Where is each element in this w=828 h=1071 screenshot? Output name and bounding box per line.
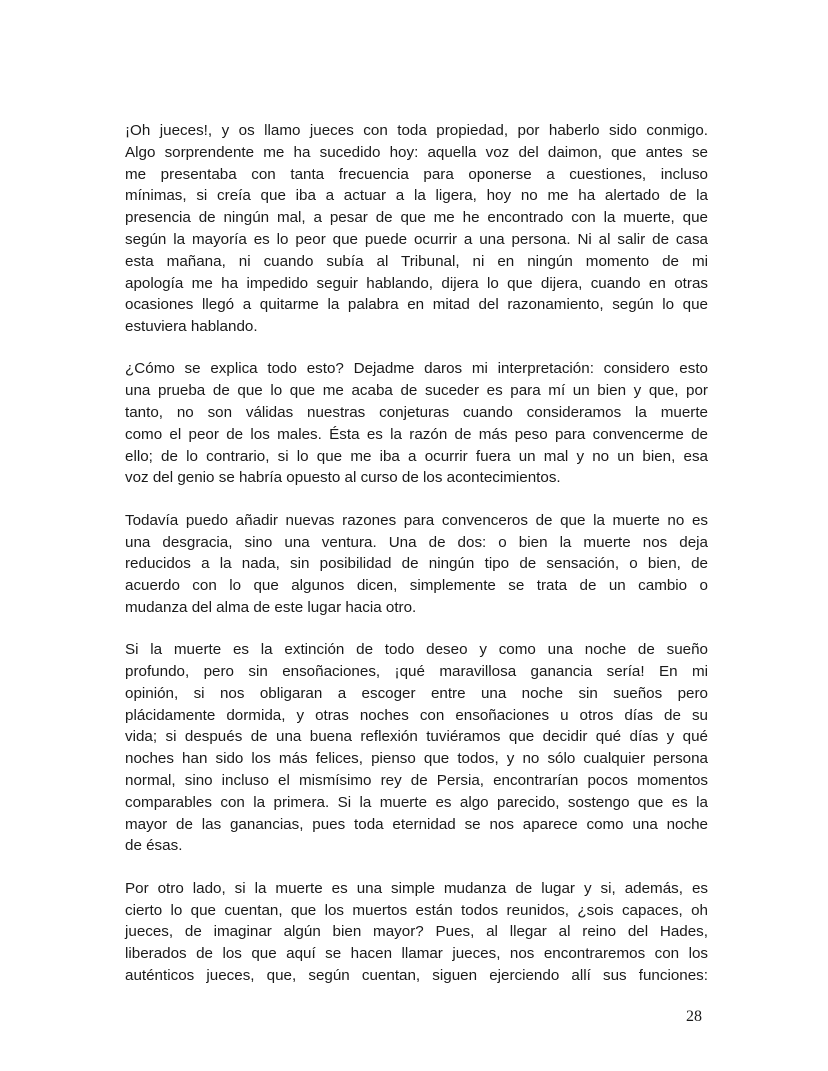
text-line: Por otro lado, si la muerte es una simple mudanza de lugar y si, además, es [125,879,708,897]
text-line: me presentaba con tanta frecuencia para oponerse a cuestiones, incluso [125,165,708,183]
text-line: mudanza del alma de este lugar hacia otro. [125,598,417,616]
text-line: una prueba de que lo que me acaba de suceder es para mí un bien y que, por [125,382,708,400]
text-line: cierto lo que cuentan, que los muertos están todos reunidos, ¿sois capaces, oh [125,901,708,919]
paragraph [125,358,708,489]
paragraph [125,639,708,857]
text-line: mínimas, si creía que iba a actuar a la ligera, hoy no me ha alertado de la [125,187,708,205]
text-line: mayor de las ganancias, pues toda eternidad se nos aparece como una noche [125,815,708,833]
text-line: estuviera hablando. [125,318,258,336]
text-line: ¡Oh jueces!, y os llamo jueces con toda propiedad, por haberlo sido conmigo. [125,122,708,139]
paragraph [125,120,708,338]
text-line: reducidos a la nada, sin posibilidad de ningún tipo de sensación, o bien, de [125,555,708,573]
text-line: noches han sido los más felices, pienso que todos, y no sólo cualquier persona [125,750,708,768]
text-line: una desgracia, sino una ventura. Una de dos: o bien la muerte nos deja [125,533,708,551]
text-line: voz del genio se habría opuesto al curso de los acontecimientos. [125,469,561,487]
text-line: profundo, pero sin ensoñaciones, ¡qué maravillosa ganancia sería! En mi [125,663,708,681]
text-line: Todavía puedo añadir nuevas razones para convenceros de que la muerte no es [125,511,708,529]
text-line: normal, sino incluso el mismísimo rey de Persia, encontrarían pocos momentos [125,772,708,790]
text-line: acuerdo con lo que algunos dicen, simplemente se trata de un cambio o [125,577,708,595]
paragraph [125,510,708,619]
text-line: apología me ha impedido seguir hablando, dijera lo que dijera, cuando en otras [125,274,708,292]
text-line: ello; de lo contrario, si lo que me iba a ocurrir fuera un mal y no un bien, esa [125,447,708,465]
text-line: tanto, no son válidas nuestras conjeturas cuando consideramos la muerte [125,404,708,422]
page-number: 28 [686,1008,702,1025]
text-line: ¿Cómo se explica todo esto? Dejadme daros mi interpretación: considero esto [125,360,708,378]
text-line: vida; si después de una buena reflexión tuviéramos que decidir qué días y qué [125,728,708,746]
text-line: de ésas. [125,837,183,855]
text-line: Algo sorprendente me ha sucedido hoy: aquella voz del daimon, que antes se [125,143,708,161]
body-text [125,120,708,1007]
text-line: comparables con la primera. Si la muerte es algo parecido, sostengo que es la [125,793,708,811]
text-line: ocasiones llegó a quitarme la palabra en mitad del razonamiento, según lo que [125,296,708,314]
text-line: según la mayoría es lo peor que puede ocurrir a una persona. Ni al salir de casa [125,230,708,248]
text-line: esta mañana, ni cuando subía al Tribunal, ni en ningún momento de mi [125,252,708,270]
text-line: liberados de los que aquí se hacen llamar jueces, nos encontraremos con los [125,945,708,963]
text-line: como el peor de los males. Ésta es la razón de más peso para convencerme de [125,425,708,443]
text-line: presencia de ningún mal, a pesar de que me he encontrado con la muerte, que [125,209,708,227]
text-line: jueces, de imaginar algún bien mayor? Pues, al llegar al reino del Hades, [125,923,708,941]
text-line: plácidamente dormida, y otras noches con ensoñaciones u otros días de su [125,706,708,724]
text-line: auténticos jueces, que, según cuentan, siguen ejerciendo allí sus funciones: [125,966,708,984]
text-line: opinión, si nos obligaran a escoger entre una noche sin sueños pero [125,684,708,702]
text-line: Si la muerte es la extinción de todo deseo y como una noche de sueño [125,641,708,659]
paragraph [125,878,708,987]
